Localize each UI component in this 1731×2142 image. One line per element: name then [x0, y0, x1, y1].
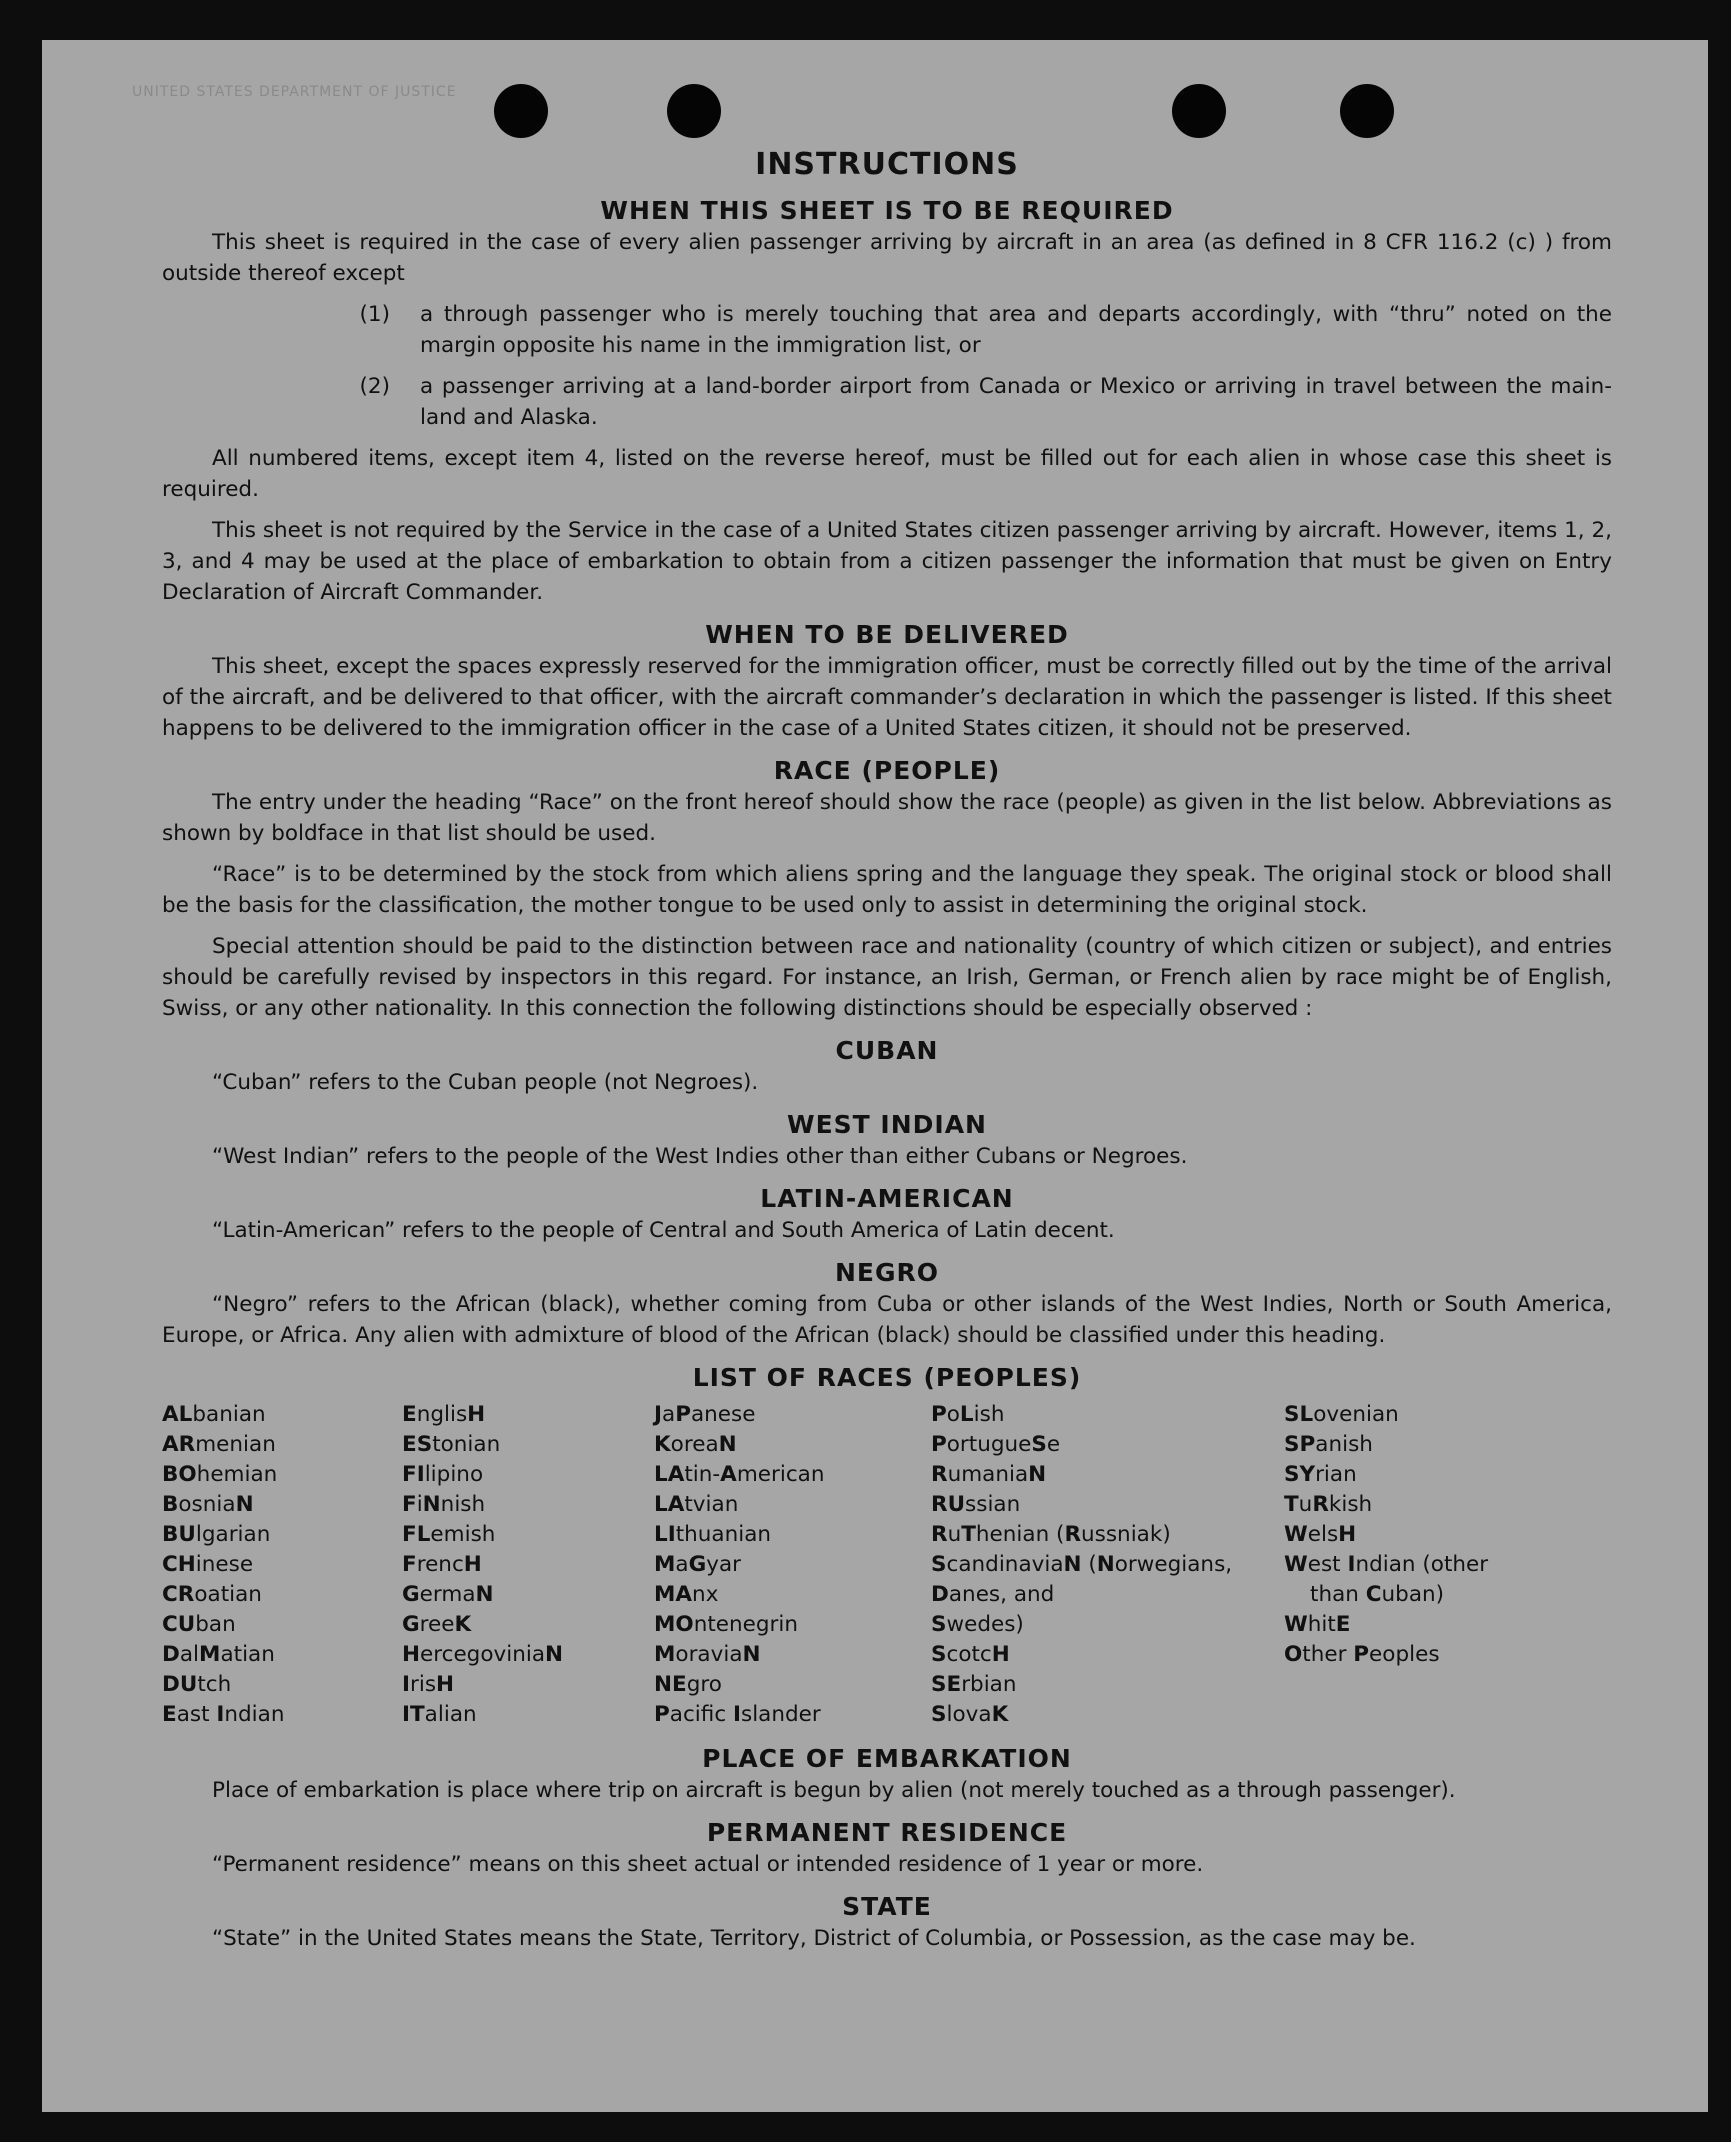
heading-permanent-residence: PERMANENT RESIDENCE — [706, 1818, 1068, 1847]
item-text: a passenger arriving at a land-border airport from Canada or Mexico or arriving in travel between the main-land and Alaska. — [420, 374, 1612, 430]
race-item: WhitE — [1284, 1612, 1351, 1637]
punch-hole — [667, 84, 721, 138]
race-item: ScandinaviaN (Norwegians, — [931, 1552, 1233, 1577]
race-item: NEgro — [654, 1672, 722, 1697]
race-item: PortugueSe — [931, 1432, 1061, 1457]
race-item: GreeK — [402, 1612, 472, 1637]
race-item: RUssian — [931, 1492, 1021, 1517]
race-item: Pacifc Islander — [654, 1702, 821, 1727]
race-item: HercegoviniaN — [402, 1642, 564, 1667]
race-item: Other Peoples — [1284, 1642, 1440, 1667]
heading-place-of-embarkation: PLACE OF EMBARKATION — [702, 1744, 1072, 1773]
bleed-through-text: UNITED STATES DEPARTMENT OF JUSTICE — [132, 84, 457, 100]
race-column-1 — [162, 1400, 402, 1730]
document-page — [42, 40, 1708, 2112]
page-title: INSTRUCTIONS — [755, 147, 1019, 182]
heading-when-required: WHEN THIS SHEET IS TO BE REQUIRED — [600, 196, 1174, 225]
race-item: LAtin-American — [654, 1462, 825, 1487]
race-item: CHinese — [162, 1552, 254, 1577]
heading-when-delivered: WHEN TO BE DELIVERED — [705, 620, 1069, 649]
race-item: BUlgarian — [162, 1522, 271, 1547]
race-item: ALbanian — [162, 1402, 266, 1427]
race-item: PoLish — [931, 1402, 1005, 1427]
race-item: WelsH — [1284, 1522, 1357, 1547]
race-item: MoraviaN — [654, 1642, 761, 1667]
race-item: SYrian — [1284, 1462, 1357, 1487]
item-text: a through passenger who is merely touching that area and departs accordingly, with “thru” noted on the margin opposite his name in the immigration list, or — [420, 302, 1612, 358]
race-list — [162, 1400, 1612, 1730]
race-item: SlovaK — [931, 1702, 1009, 1727]
race-item: ARmenian — [162, 1432, 276, 1457]
race-item: GermaN — [402, 1582, 494, 1607]
race-item: RumaniaN — [931, 1462, 1047, 1487]
heading-state: STATE — [842, 1892, 932, 1921]
race-item: MaGyar — [654, 1552, 742, 1577]
negro-para: “Negro” refers to the African (black), whether coming from Cuba or other islands of the West Indies, North or South America, Europe, or Africa. Any alien with admixture of blood of the African (black) should be classified under this heading. — [162, 1292, 1612, 1348]
cuban-para: “Cuban” refers to the Cuban people (not Negroes). — [212, 1070, 759, 1095]
race-item: SPanish — [1284, 1432, 1373, 1457]
race-item: than Cuban) — [1310, 1582, 1445, 1607]
race-item: DalMatian — [162, 1642, 275, 1667]
item-number: (2) — [359, 374, 390, 399]
race-item: FiNnish — [402, 1492, 486, 1517]
race-item: FrencH — [402, 1552, 482, 1577]
race-item: CUban — [162, 1612, 236, 1637]
exception-item-1 — [162, 299, 1612, 361]
punch-hole — [494, 84, 548, 138]
heading-west-indian: WEST INDIAN — [787, 1110, 987, 1139]
latin-american-para: “Latin-American” refers to the people of Central and South America of Latin decent. — [212, 1218, 1115, 1243]
heading-latin-american: LATIN-AMERICAN — [760, 1184, 1014, 1213]
heading-list-of-races: LIST OF RACES (PEOPLES) — [692, 1363, 1082, 1392]
race-item: KoreaN — [654, 1432, 737, 1457]
race-item: MAnx — [654, 1582, 719, 1607]
race-item: BOhemian — [162, 1462, 278, 1487]
exception-item-2 — [162, 371, 1612, 433]
race-item: Danes, and — [931, 1582, 1055, 1607]
required-intro: This sheet is required in the case of every alien passenger arriving by aircraft in an area (as defined in 8 CFR 116.2 (c) ) from outside thereof except — [162, 230, 1612, 286]
embarkation-para: Place of embarkation is place where trip on aircraft is begun by alien (not merely touched as a through passenger). — [212, 1778, 1456, 1803]
heading-race: RACE (PEOPLE) — [773, 756, 1001, 785]
race-item: Swedes) — [931, 1612, 1024, 1637]
race-item: SLovenian — [1284, 1402, 1399, 1427]
race-item: LAtvian — [654, 1492, 739, 1517]
race-item: ITalian — [402, 1702, 477, 1727]
race-item: BosniaN — [162, 1492, 254, 1517]
race-column-5 — [1284, 1400, 1564, 1730]
race-column-4 — [931, 1400, 1284, 1730]
item-number: (1) — [359, 302, 390, 327]
race-para-2: “Race” is to be determined by the stock from which aliens spring and the language they speak. The original stock or blood shall be the basis for the classification, the mother tongue to be used only to assist in determining the original stock. — [162, 862, 1612, 918]
state-para: “State” in the United States means the State, Territory, District of Columbia, or Possession, as the case may be. — [212, 1926, 1416, 1951]
race-item: MOntenegrin — [654, 1612, 798, 1637]
race-item: ScotcH — [931, 1642, 1010, 1667]
race-item: CRoatian — [162, 1582, 262, 1607]
race-item: EStonian — [402, 1432, 501, 1457]
race-item: LIthuanian — [654, 1522, 772, 1547]
heading-cuban: CUBAN — [835, 1036, 939, 1065]
punch-hole — [1172, 84, 1226, 138]
race-item: West Indian (other — [1284, 1552, 1489, 1577]
instructions-body — [162, 146, 1612, 1964]
heading-negro: NEGRO — [834, 1258, 940, 1287]
required-para-2: All numbered items, except item 4, listed on the reverse hereof, must be filled out for each alien in whose case this sheet is required. — [162, 446, 1612, 502]
race-item: DUtch — [162, 1672, 232, 1697]
required-para-3: This sheet is not required by the Service in the case of a United States citizen passenger arriving by aircraft. However, items 1, 2, 3, and 4 may be used at the place of embarkation to obtain from a citizen passenger the information that must be given on Entry Declaration of Aircraft Commander. — [162, 518, 1612, 605]
race-item: FLemish — [402, 1522, 496, 1547]
race-item: TuRkish — [1284, 1492, 1373, 1517]
west-indian-para: “West Indian” refers to the people of the West Indies other than either Cubans or Negroes. — [212, 1144, 1188, 1169]
race-column-2 — [402, 1400, 654, 1730]
residence-para: “Permanent residence” means on this sheet actual or intended residence of 1 year or more. — [212, 1852, 1204, 1877]
race-item: East Indian — [162, 1702, 285, 1727]
punch-hole — [1340, 84, 1394, 138]
race-item: SErbian — [931, 1672, 1017, 1697]
race-para-1: The entry under the heading “Race” on the front hereof should show the race (people) as given in the list below. Abbreviations as shown by boldface in that list should be used. — [162, 790, 1612, 846]
race-para-3: Special attention should be paid to the distinction between race and nationality (country of which citizen or subject), and entries should be carefully revised by inspectors in this regard. For instance, an Irish, German, or French alien by race might be of English, Swiss, or any other nationality. In this connection the following distinctions should be especially observed : — [162, 934, 1612, 1021]
race-item: EnglisH — [402, 1402, 486, 1427]
race-item: FIlipino — [402, 1462, 484, 1487]
race-item: IrisH — [402, 1672, 455, 1697]
delivered-para: This sheet, except the spaces expressly reserved for the immigration officer, must be correctly filled out by the time of the arrival of the aircraft, and be delivered to that officer, with the aircraft commander’s declaration in which the passenger is listed. If this sheet happens to be delivered to the immigration officer in the case of a United States citizen, it should not be preserved. — [162, 654, 1612, 741]
race-item: RuThenian (Russniak) — [931, 1522, 1171, 1547]
race-item: JaPanese — [654, 1402, 756, 1427]
race-column-3 — [654, 1400, 931, 1730]
